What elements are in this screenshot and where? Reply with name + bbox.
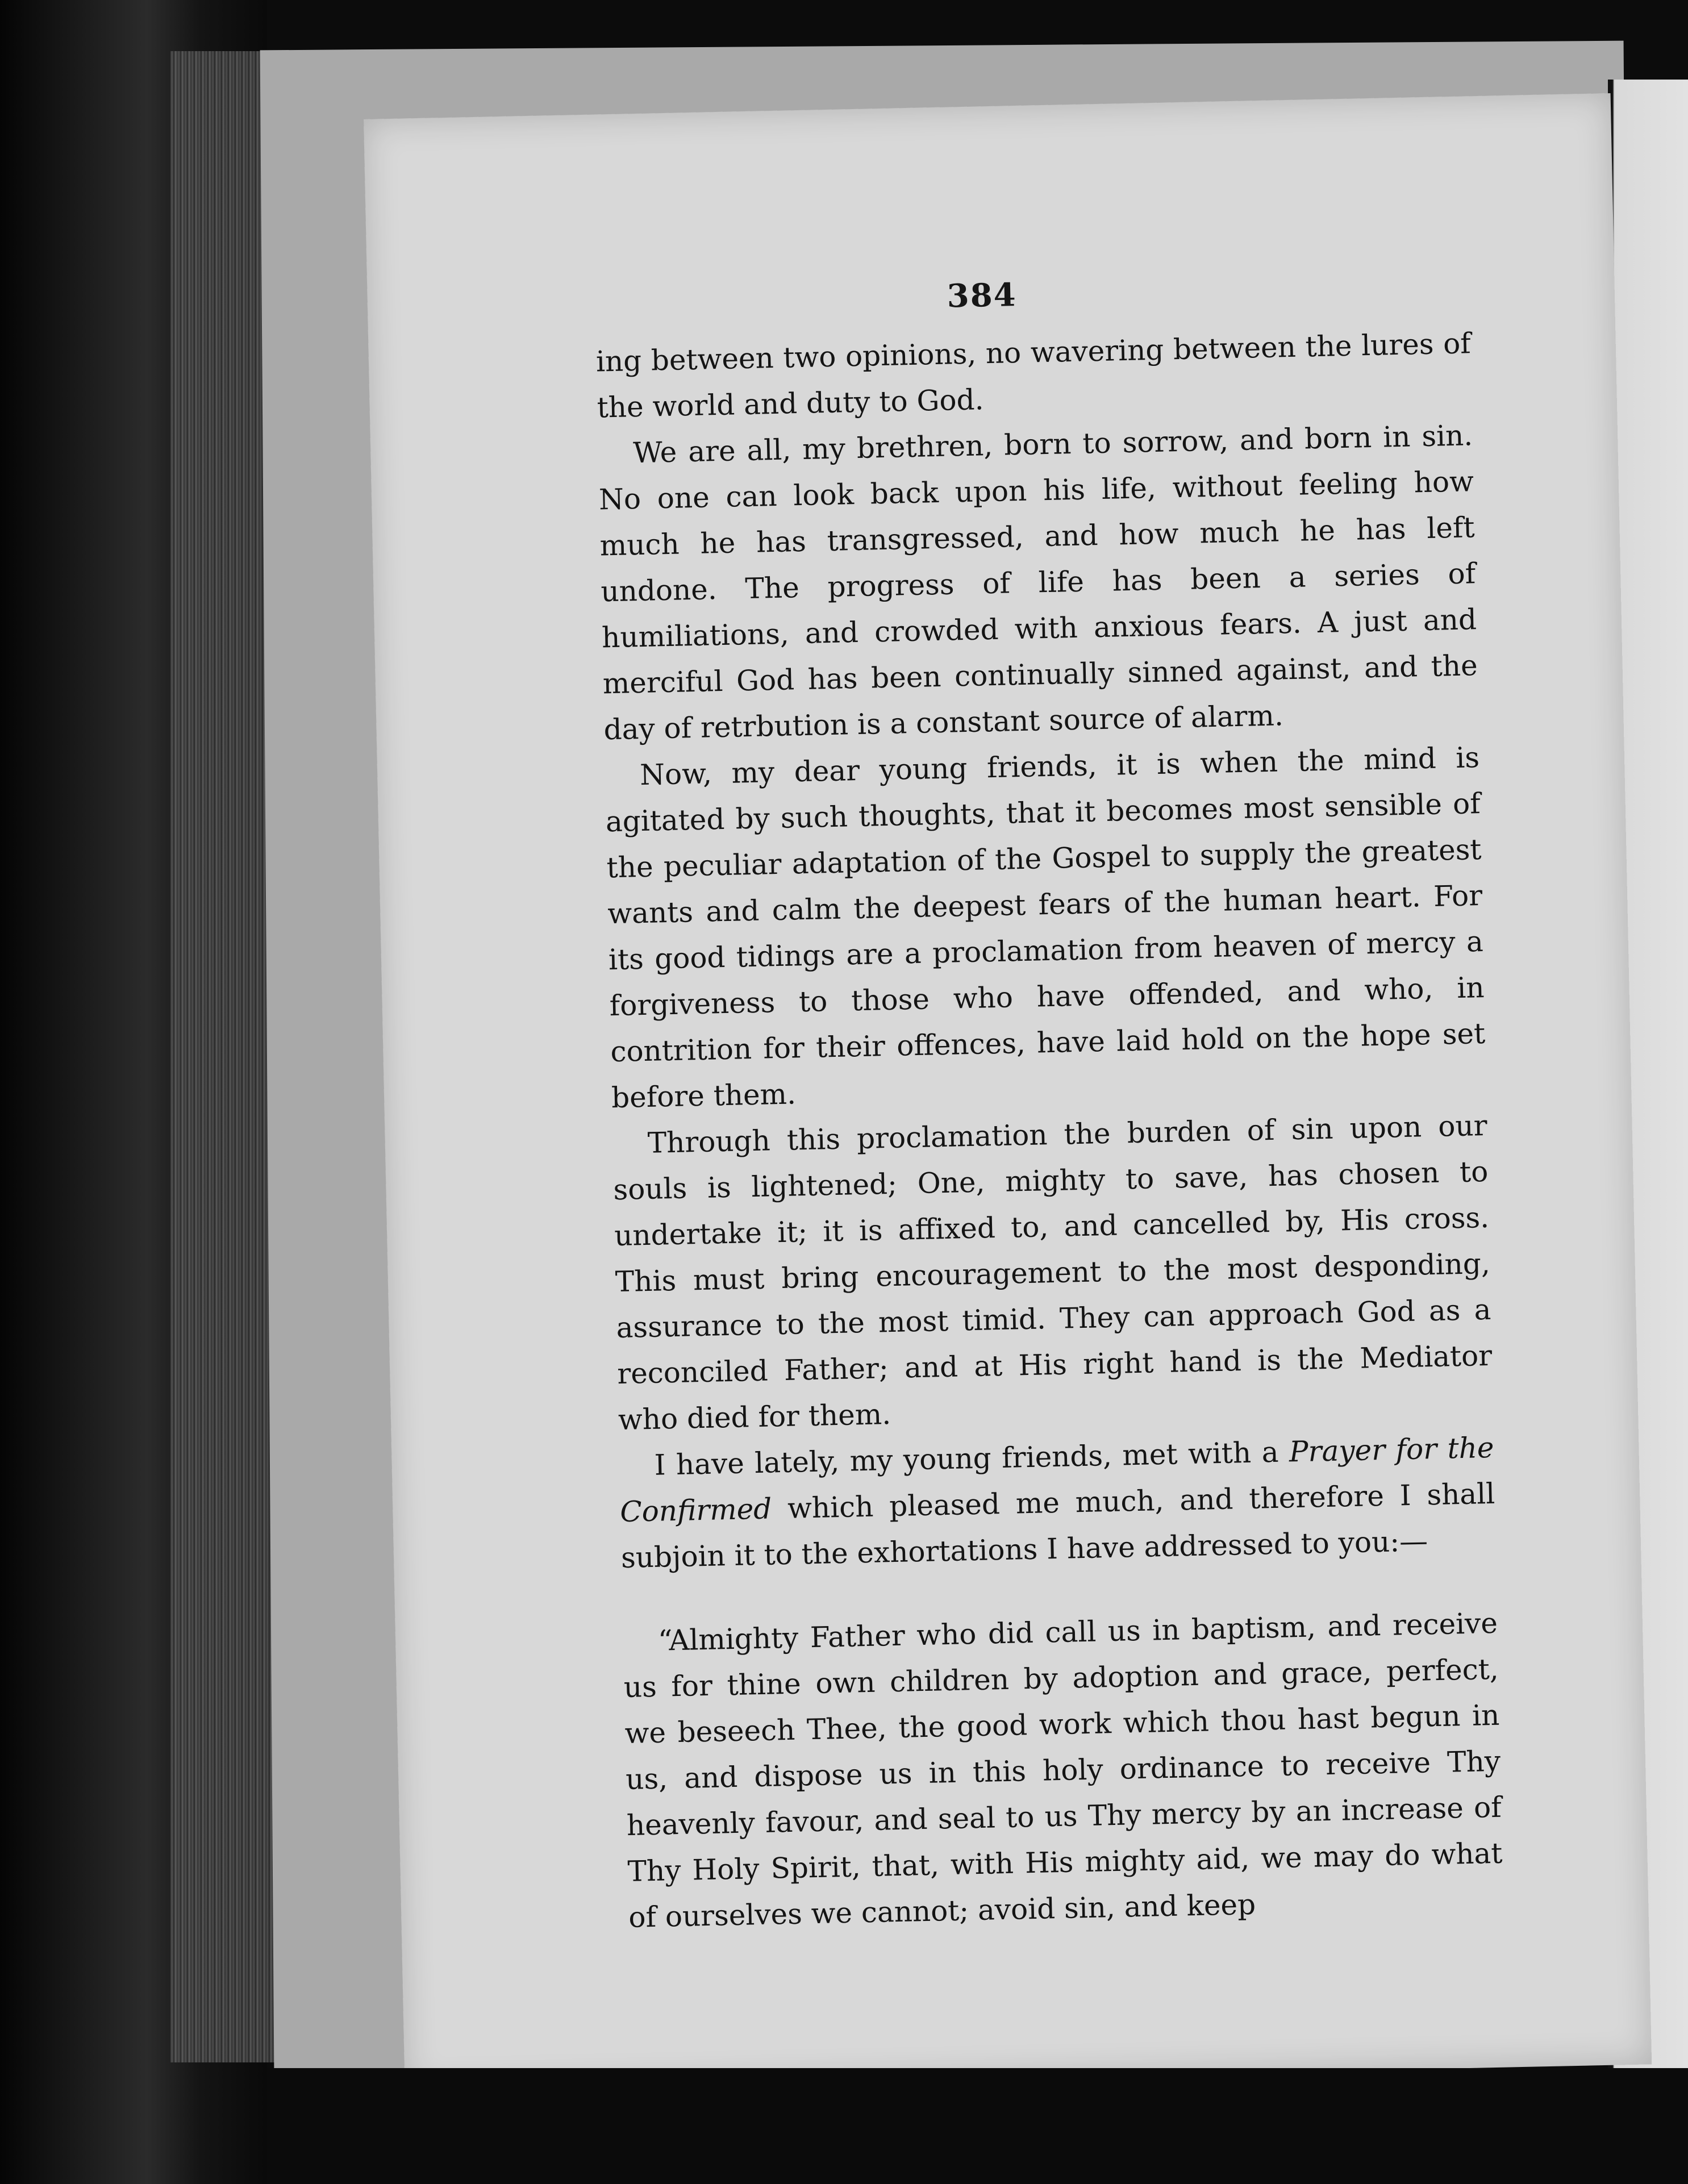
book-page <box>364 93 1652 2090</box>
paragraph-prayer-intro <box>619 1425 1497 1581</box>
prayer-quote: “Almighty Father who did call us in baptism, and receive us for thine own children by adoption and grace, perfect, we beseech Thee, the good work which thou hast begun in us, and dispose us in this holy ordinance to receive Thy heavenly favour, and seal to us Thy mercy by an increase of Thy Holy Spirit, that, with His mighty aid, we may do what of ourselves we cannot; avoid sin, and keep <box>623 1606 1503 1934</box>
italic-title: Prayer for the Confirmed <box>619 1431 1495 1529</box>
page-number: 384 <box>947 276 1018 315</box>
paragraph: Now, my dear young friends, it is when the mind is agitated by such thoughts, that it becomes most sensible of the peculiar adaptation of the Gospel to supply the greatest wants and calm the deepest fears of the human heart. For its good tidings are a proclamation from heaven of mercy a forgiveness to those who have offended, and who, in contrition for their offences, have laid hold on the hope set before them. <box>605 741 1486 1115</box>
paragraph: We are all, my brethren, born to sorrow, and born in sin. No one can look back upon his life, without feeling how much he has transgressed, and how much he has left undone. The progress of life has been a series of humiliations, and crowded with anxious fears. A just and merciful God has been continually sinned against, and the day of retrbution is a constant source of alarm. <box>598 419 1478 747</box>
text-run: which pleased me much, and therefore I shall subjoin it to the exhortations I have addressed to you:— <box>620 1477 1495 1575</box>
bottom-shadow <box>267 2068 1687 2184</box>
page-body <box>595 320 1504 1941</box>
text-run: I have lately, my young friends, met with a <box>654 1435 1290 1482</box>
paragraph-continuation: ing between two opinions, no wavering between the lures of the world and duty to God. <box>595 327 1472 424</box>
paragraph: Through this proclamation the burden of sin upon our souls is lightened; One, mighty to save, has chosen to undertake it; it is affixed to, and cancelled by, His cross. This must bring encouragement to the most desponding, assurance to the most timid. They can approach God as a reconciled Father; and at His right hand is the Mediator who died for them. <box>612 1108 1493 1437</box>
